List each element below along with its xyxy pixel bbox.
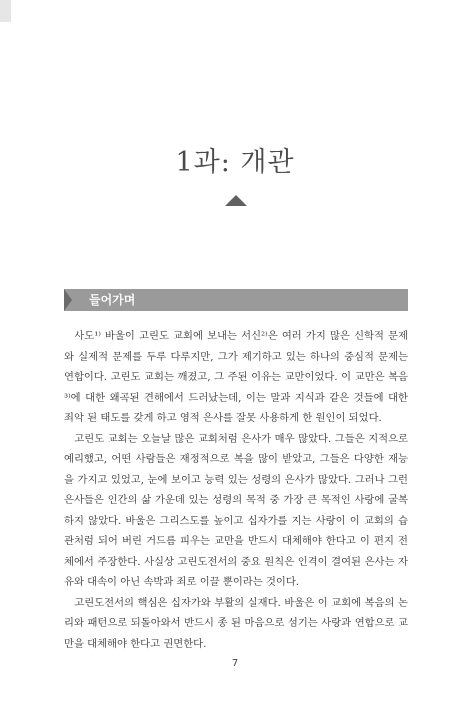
section-bar-arrow-icon [64, 289, 72, 311]
paragraph-1: 사도¹⁾ 바울이 고린도 교회에 보내는 서신²⁾은 여러 가지 많은 신학적 문제와 실제적 문제를 두루 다루지만, 그가 제기하고 있는 하나의 중심적 문제는 연합이다. 고린도 교회는 깨졌고, 그 주된 이유는 교만이었다. 이 교만은 복음³⁾에 대한 왜곡된 견해에서 드러났는데, 이는 말과 지식과 같은 것들에 대한 죄악 된 태도를 갖게 하고 영적 은사를 잘못 사용하게 한 원인이 되었다. [64, 330, 408, 424]
title-triangle-ornament [225, 195, 247, 206]
corner-tab [0, 0, 11, 22]
chapter-title: 1과: 개관 [175, 147, 295, 178]
section-header-bar [64, 289, 408, 311]
section-label: 들어가며 [89, 293, 136, 307]
page-number: 7 [231, 658, 239, 669]
paragraph-3: 고린도전서의 핵심은 십자가와 부활의 실재다. 바울은 이 교회에 복음의 논리와 패턴으로 되돌아와서 반드시 종 된 마음으로 섬기는 사랑과 연합으로 교만을 대체해야 한다고 권면한다. [64, 596, 408, 650]
paragraph-2: 고린도 교회는 오늘날 많은 교회처럼 은사가 매우 많았다. 그들은 지적으로 예리했고, 어떤 사람들은 재정적으로 복을 많이 받았고, 그들은 다양한 재능을 가지고 있었고, 눈에 보이고 능력 있는 성령의 은사가 많았다. 그러나 그런 은사들은 인간의 삶 가운데 있는 성령의 목적 중 가장 큰 목적인 사랑에 굴복하지 않았다. 바울은 그리스도를 높이고 십자가를 지는 사랑이 이 교회의 습관처럼 되어 버린 거드름 피우는 교만을 반드시 대체해야 한다고 이 편지 전체에서 주장한다. 사실상 고린도전서의 중요 원칙은 인격이 결여된 은사는 자유와 대속이 아닌 속박과 죄로 이끌 뿐이라는 것이다. [64, 432, 408, 588]
body-text [64, 326, 408, 654]
